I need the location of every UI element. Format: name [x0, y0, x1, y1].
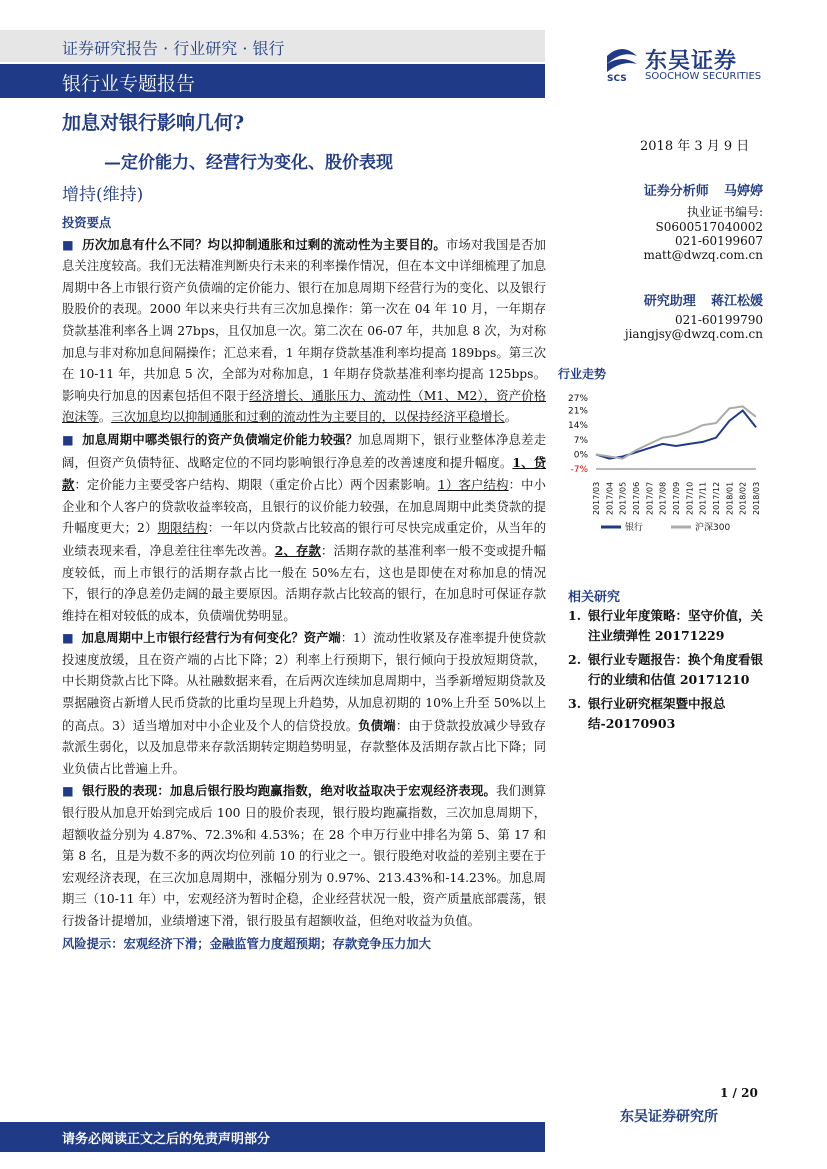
logo-en: SOOCHOW SECURITIES: [645, 71, 762, 82]
company-logo: [603, 44, 783, 84]
analyst-block: [568, 180, 763, 262]
y-tick-label: 21%: [567, 406, 588, 417]
cert-no: S0600517040002: [655, 220, 763, 234]
x-tick-label: 2017/12: [712, 481, 721, 515]
series-line-bank: [596, 411, 756, 459]
series-line-csi300: [596, 406, 756, 458]
assistant-name: 蒋江松媛: [710, 294, 763, 309]
report-type-bar: [0, 64, 545, 98]
x-tick-label: 2018/03: [752, 481, 761, 515]
analyst-email[interactable]: matt@dwzq.com.cn: [643, 248, 763, 262]
x-tick-label: 2017/10: [685, 481, 695, 515]
institute-name: 东吴证券研究所: [620, 1109, 718, 1125]
legend-label: 沪深300: [695, 523, 731, 533]
paragraph-4: ■ 银行股的表现：加息后银行股均跑赢指数，绝对收益取决于宏观经济表现。我们测算银行股从加息开始到完成后 100 日的股价表现，银行股均跑赢指数，三次加息周期下，超额收益分别为 4.87%、72.3%和 4.53%；在 28 个申万行业中排名为第 5、第 17 和第 8 名，且是为数不多的两次均位列前 10 的行业之一。银行股绝对收益的差别主要在于宏观经济表现，在三次加息周期中，涨幅分别为 0.97%、213.43%和-14.23%。加息周期三（10-11 年）中，宏观经济为暂时企稳，企业经营状况一般，资产质量底部震荡，银行拨备计提增加，业绩增速下滑，银行股虽有超额收益，但绝对收益为负值。: [62, 783, 546, 928]
logo-cn: 东吴证券: [645, 49, 738, 74]
report-type: 银行业专题报告: [62, 73, 196, 95]
paragraph-2: ■ 加息周期中哪类银行的资产负债端定价能力较强？加息周期下，银行业整体净息差走阔，但资产负债特征、战略定位的不同均影响银行净息差的改善速度和提升幅度。1、贷款：定价能力主要受客户结构、期限（重定价占比）两个因素影响。1）客户结构：中小企业和个人客户的贷款收益率较高，且银行的议价能力较强，在加息周期中此类贷款的提升幅度更大；2）期限结构：一年以内贷款占比较高的银行可尽快完成重定价，从当年的业绩表现来看，净息差往往率先改善。2、存款：活期存款的基准利率一般不变或提升幅度较低，而上市银行的活期存款占比一般在 50%左右，这也是即使在对称加息的情况下，银行的净息差仍走阔的最主要原因。活期存款占比较高的银行，在加息时可保证存款维持在相对较低的成本，负债端优势明显。: [62, 431, 546, 623]
x-tick-label: 2018/02: [738, 481, 748, 515]
assistant-block: [568, 290, 763, 341]
x-tick-label: 2017/06: [632, 481, 641, 515]
y-tick-label: 0%: [573, 450, 588, 461]
x-tick-label: 2018/01: [725, 481, 735, 515]
logo-mark-icon: [603, 44, 641, 82]
category-bar: [0, 30, 545, 62]
page-number: 1 / 20: [720, 1086, 758, 1100]
highlights-heading: 投资要点: [62, 215, 112, 230]
chart-title: 行业走势: [558, 367, 607, 381]
page-subtitle: —定价能力、经营行为变化、股价表现: [104, 153, 393, 173]
logo-mark-text: SCS: [607, 74, 627, 82]
x-tick-label: 2017/03: [592, 481, 601, 515]
y-tick-label: -7%: [570, 465, 588, 475]
analyst-phone: 021-60199607: [674, 234, 763, 248]
paragraph-3: ■ 加息周期中上市银行经营行为有何变化？资产端：1）流动性收紧及存准率提升使贷款投速度放缓，且在资产端的占比下降；2）利率上行预期下，银行倾向于投放短期贷款，中长期贷款占比下降。从社融数据来看，在后两次连续加息周期中，当季新增短期贷款及票据融资占新增人民币贷款的比重均呈现上升趋势，从加息初期的 10%上升至 50%以上的高点。3）适当增加对中小企业及个人的信贷投放。负债端：由于贷款投放减少导致存款派生弱化，以及加息带来存款活期转定期趋势明显，存款整体及活期存款占比下降；同业负债占比普遍上升。: [62, 630, 546, 776]
x-tick-label: 2017/11: [698, 481, 708, 515]
legend-label: 银行: [625, 523, 644, 533]
cert-label: 执业证书编号:: [686, 205, 763, 219]
paragraph-1: ■ 历次加息有什么不同？均以抑制通胀和过剩的流动性为主要目的。市场对我国是否加息关注度较高。我们无法精准判断央行未来的利率操作情况，但在本文中详细梳理了加息周期中各上市银行资产负债端的定价能力、银行在加息周期下经营行为的变化、以及银行股股价的表现。2000 年以来央行共有三次加息操作：第一次在 04 年 10 月，一年期存贷款基准利率各上调 27bps，且仅加息一次。第二次在 06-07 年，共加息 8 次，为对称加息与非对称加息间隔操作；汇总来看，1 年期存贷款基准利率均提高 189bps。第三次在 10-11 年，共加息 5 次，全部为对称加息，1 年期存贷款基准利率均提高 125bps。影响央行加息的因素包括但不限于经济增长、通胀压力、流动性（M1、M2），资产价格泡沫等。三次加息均以抑制通胀和过剩的流动性为主要目的，以保持经济平稳增长。: [62, 236, 546, 425]
page-title: 加息对银行影响几何?: [62, 112, 245, 134]
report-date: 2018 年 3 月 9 日: [640, 139, 750, 154]
x-tick-label: 2017/09: [672, 481, 681, 515]
analyst-label: 证券分析师: [643, 184, 709, 199]
investment-highlights: [62, 212, 546, 954]
assistant-phone: 021-60199790: [674, 313, 763, 327]
disclaimer-text[interactable]: 请务必阅读正文之后的免责声明部分: [62, 1132, 271, 1147]
industry-trend-chart: [556, 364, 776, 534]
y-tick-label: 14%: [567, 421, 588, 432]
x-tick-label: 2017/08: [658, 481, 668, 515]
risk-warning: 风险提示：宏观经济下滑；金融监管力度超预期；存款竞争压力加大: [62, 935, 431, 951]
related-item[interactable]: 2. 银行业专题报告：换个角度看银行的业绩和估值 20171210: [568, 652, 764, 687]
assistant-email[interactable]: jiangjsy@dwzq.com.cn: [624, 327, 763, 341]
x-tick-label: 2017/05: [618, 481, 628, 515]
x-tick-label: 2017/07: [645, 481, 655, 515]
y-tick-label: 7%: [573, 435, 588, 446]
disclaimer-bar: [0, 1122, 545, 1152]
report-category: 证券研究报告 · 行业研究 · 银行: [62, 39, 285, 58]
related-item[interactable]: 1. 银行业年度策略：坚守价值，关注业绩弹性 20171229: [568, 608, 764, 643]
y-tick-label: 27%: [567, 394, 588, 404]
related-research-list: [568, 606, 768, 738]
x-tick-label: 2017/04: [605, 481, 615, 515]
related-research-heading: 相关研究: [568, 590, 621, 605]
analyst-name: 马婷婷: [723, 184, 763, 199]
related-item[interactable]: 3. 银行业研究框架暨中报总结-20170903: [568, 696, 726, 731]
rating: 增持(维持): [62, 185, 144, 205]
assistant-label: 研究助理: [643, 294, 696, 309]
